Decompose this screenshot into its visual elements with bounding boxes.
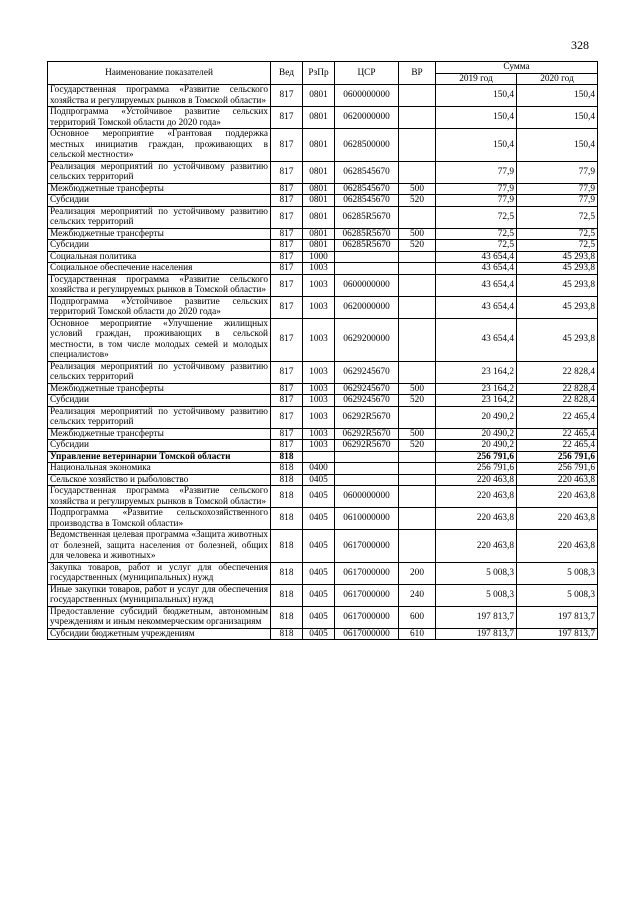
table-row — [48, 428, 598, 440]
table-row — [48, 129, 598, 162]
header-sum: Сумма — [436, 62, 598, 74]
cell-rzpr: 1003 — [303, 395, 335, 407]
table-row — [48, 195, 598, 207]
cell-y2020: 45 293,8 — [517, 251, 598, 263]
cell-ved: 817 — [271, 251, 303, 263]
table-row — [48, 508, 598, 530]
cell-y2020: 150,4 — [517, 107, 598, 129]
cell-vr — [399, 474, 436, 486]
cell-csr: 0617000000 — [335, 562, 399, 584]
cell-y2020: 72,5 — [517, 228, 598, 240]
table-row — [48, 251, 598, 263]
cell-name: Государственная программа «Развитие сельского хозяйства и регулируемых рынков в Томской области» — [48, 486, 271, 508]
cell-ved: 817 — [271, 206, 303, 228]
cell-ved: 818 — [271, 584, 303, 606]
cell-vr — [399, 274, 436, 296]
cell-vr — [399, 361, 436, 383]
cell-y2019: 43 654,4 — [436, 263, 517, 275]
cell-y2019: 5 008,3 — [436, 584, 517, 606]
cell-name: Национальная экономика — [48, 463, 271, 475]
page-number: 328 — [571, 38, 589, 52]
table-row — [48, 383, 598, 395]
cell-name: Социальное обеспечение населения — [48, 263, 271, 275]
cell-rzpr: 0405 — [303, 606, 335, 628]
cell-ved: 817 — [271, 361, 303, 383]
header-csr: ЦСР — [335, 62, 399, 85]
cell-y2020: 77,9 — [517, 161, 598, 183]
cell-rzpr: 1003 — [303, 263, 335, 275]
cell-name: Основное мероприятие «Грантовая поддержка местных инициатив граждан, проживающих в сельской местности» — [48, 129, 271, 162]
cell-vr: 520 — [399, 395, 436, 407]
cell-name: Реализация мероприятий по устойчивому развитию сельских территорий — [48, 206, 271, 228]
cell-csr: 0617000000 — [335, 628, 399, 640]
cell-y2019: 77,9 — [436, 183, 517, 195]
cell-csr — [335, 251, 399, 263]
cell-ved: 818 — [271, 628, 303, 640]
cell-y2020: 77,9 — [517, 183, 598, 195]
table-row — [48, 183, 598, 195]
cell-y2020: 45 293,8 — [517, 263, 598, 275]
cell-y2020: 220 463,8 — [517, 508, 598, 530]
cell-name: Закупка товаров, работ и услуг для обеспечения государственных (муниципальных) нужд — [48, 562, 271, 584]
cell-ved: 817 — [271, 296, 303, 318]
cell-y2020: 220 463,8 — [517, 530, 598, 563]
cell-ved: 817 — [271, 263, 303, 275]
cell-csr: 0629245670 — [335, 395, 399, 407]
cell-csr: 0628545670 — [335, 195, 399, 207]
cell-y2019: 150,4 — [436, 129, 517, 162]
cell-name: Основное мероприятие «Улучшение жилищных условий граждан, проживающих в сельской местности, в том числе молодых семей и молодых специалистов» — [48, 318, 271, 361]
table-row — [48, 206, 598, 228]
cell-csr: 0629200000 — [335, 318, 399, 361]
table-row — [48, 486, 598, 508]
cell-ved: 817 — [271, 183, 303, 195]
cell-y2020: 72,5 — [517, 240, 598, 252]
cell-name: Подпрограмма «Устойчивое развитие сельских территорий Томской области до 2020 года» — [48, 296, 271, 318]
cell-rzpr: 0801 — [303, 183, 335, 195]
cell-y2019: 220 463,8 — [436, 508, 517, 530]
cell-y2020: 22 828,4 — [517, 361, 598, 383]
cell-y2020: 150,4 — [517, 129, 598, 162]
cell-name: Субсидии — [48, 440, 271, 452]
table-row — [48, 463, 598, 475]
cell-ved: 817 — [271, 318, 303, 361]
cell-y2019: 220 463,8 — [436, 530, 517, 563]
cell-y2020: 22 465,4 — [517, 428, 598, 440]
cell-rzpr: 1003 — [303, 296, 335, 318]
cell-csr: 0620000000 — [335, 107, 399, 129]
header-2020: 2020 год — [517, 73, 598, 85]
cell-vr: 520 — [399, 195, 436, 207]
cell-vr — [399, 486, 436, 508]
cell-rzpr: 0405 — [303, 584, 335, 606]
cell-y2019: 220 463,8 — [436, 474, 517, 486]
cell-y2019: 220 463,8 — [436, 486, 517, 508]
table-row — [48, 530, 598, 563]
cell-y2019: 43 654,4 — [436, 274, 517, 296]
cell-csr: 0600000000 — [335, 274, 399, 296]
cell-csr: 0620000000 — [335, 296, 399, 318]
cell-ved: 818 — [271, 606, 303, 628]
header-vr: ВР — [399, 62, 436, 85]
table-row — [48, 628, 598, 640]
cell-y2020: 72,5 — [517, 206, 598, 228]
cell-ved: 817 — [271, 395, 303, 407]
cell-y2020: 220 463,8 — [517, 486, 598, 508]
cell-csr: 06292R5670 — [335, 440, 399, 452]
header-2019: 2019 год — [436, 73, 517, 85]
table-row — [48, 318, 598, 361]
cell-csr — [335, 463, 399, 475]
cell-y2019: 150,4 — [436, 85, 517, 107]
cell-y2020: 197 813,7 — [517, 606, 598, 628]
cell-ved: 817 — [271, 406, 303, 428]
cell-vr: 520 — [399, 240, 436, 252]
cell-csr: 0629245670 — [335, 383, 399, 395]
cell-vr — [399, 463, 436, 475]
cell-vr: 520 — [399, 440, 436, 452]
cell-vr: 500 — [399, 383, 436, 395]
table-row — [48, 584, 598, 606]
cell-vr: 500 — [399, 183, 436, 195]
cell-name: Реализация мероприятий по устойчивому развитию сельских территорий — [48, 161, 271, 183]
header-ved: Вед — [271, 62, 303, 85]
cell-vr — [399, 206, 436, 228]
cell-vr — [399, 318, 436, 361]
cell-y2020: 45 293,8 — [517, 274, 598, 296]
cell-csr: 0628500000 — [335, 129, 399, 162]
cell-name: Управление ветеринарии Томской области — [48, 451, 271, 463]
cell-y2019: 5 008,3 — [436, 562, 517, 584]
cell-rzpr: 0801 — [303, 85, 335, 107]
cell-ved: 817 — [271, 274, 303, 296]
cell-rzpr: 1003 — [303, 440, 335, 452]
cell-y2020: 256 791,6 — [517, 463, 598, 475]
cell-ved: 818 — [271, 530, 303, 563]
cell-csr: 0600000000 — [335, 486, 399, 508]
cell-name: Межбюджетные трансферты — [48, 228, 271, 240]
cell-y2020: 220 463,8 — [517, 474, 598, 486]
cell-y2019: 197 813,7 — [436, 606, 517, 628]
cell-rzpr: 0801 — [303, 206, 335, 228]
cell-y2019: 43 654,4 — [436, 296, 517, 318]
cell-name: Иные закупки товаров, работ и услуг для обеспечения государственных (муниципальных) нужд — [48, 584, 271, 606]
cell-ved: 818 — [271, 451, 303, 463]
cell-csr: 0629245670 — [335, 361, 399, 383]
cell-csr: 06285R5670 — [335, 228, 399, 240]
table-body — [48, 85, 598, 640]
cell-name: Субсидии — [48, 240, 271, 252]
cell-csr — [335, 474, 399, 486]
header-name: Наименование показателей — [48, 62, 271, 85]
cell-rzpr: 0405 — [303, 508, 335, 530]
cell-name: Межбюджетные трансферты — [48, 428, 271, 440]
cell-ved: 817 — [271, 428, 303, 440]
cell-y2019: 72,5 — [436, 206, 517, 228]
cell-name: Реализация мероприятий по устойчивому развитию сельских территорий — [48, 406, 271, 428]
cell-vr — [399, 530, 436, 563]
table-row — [48, 474, 598, 486]
table-row — [48, 606, 598, 628]
cell-rzpr: 0801 — [303, 129, 335, 162]
cell-y2020: 45 293,8 — [517, 296, 598, 318]
cell-vr — [399, 406, 436, 428]
cell-y2019: 23 164,2 — [436, 395, 517, 407]
cell-y2019: 197 813,7 — [436, 628, 517, 640]
cell-ved: 817 — [271, 383, 303, 395]
cell-ved: 817 — [271, 129, 303, 162]
cell-y2019: 72,5 — [436, 240, 517, 252]
table-row — [48, 406, 598, 428]
cell-name: Предоставление субсидий бюджетным, автономным учреждениям и иным некоммерческим организациям — [48, 606, 271, 628]
table-row — [48, 274, 598, 296]
cell-vr — [399, 508, 436, 530]
cell-y2019: 20 490,2 — [436, 428, 517, 440]
cell-ved: 817 — [271, 161, 303, 183]
cell-rzpr: 0405 — [303, 530, 335, 563]
table-row — [48, 451, 598, 463]
cell-name: Сельское хозяйство и рыболовство — [48, 474, 271, 486]
cell-vr: 600 — [399, 606, 436, 628]
budget-table — [47, 61, 598, 640]
cell-ved: 818 — [271, 474, 303, 486]
cell-vr — [399, 161, 436, 183]
cell-csr: 06292R5670 — [335, 406, 399, 428]
cell-name: Субсидии — [48, 395, 271, 407]
cell-name: Ведомственная целевая программа «Защита животных от болезней, защита населения от болезней, общих для человека и животных» — [48, 530, 271, 563]
cell-vr: 500 — [399, 228, 436, 240]
table-row — [48, 440, 598, 452]
cell-y2020: 197 813,7 — [517, 628, 598, 640]
cell-y2020: 45 293,8 — [517, 318, 598, 361]
cell-rzpr: 0405 — [303, 628, 335, 640]
cell-y2019: 43 654,4 — [436, 251, 517, 263]
cell-csr: 0610000000 — [335, 508, 399, 530]
cell-ved: 818 — [271, 463, 303, 475]
cell-y2019: 150,4 — [436, 107, 517, 129]
cell-ved: 818 — [271, 486, 303, 508]
cell-rzpr — [303, 451, 335, 463]
table-row — [48, 361, 598, 383]
cell-name: Межбюджетные трансферты — [48, 383, 271, 395]
cell-csr: 06292R5670 — [335, 428, 399, 440]
cell-rzpr: 1003 — [303, 274, 335, 296]
cell-name: Реализация мероприятий по устойчивому развитию сельских территорий — [48, 361, 271, 383]
cell-vr — [399, 251, 436, 263]
cell-csr: 0617000000 — [335, 584, 399, 606]
cell-rzpr: 0405 — [303, 562, 335, 584]
cell-vr — [399, 263, 436, 275]
cell-rzpr: 0801 — [303, 240, 335, 252]
cell-vr — [399, 129, 436, 162]
cell-ved: 817 — [271, 107, 303, 129]
cell-vr — [399, 107, 436, 129]
cell-y2020: 22 828,4 — [517, 383, 598, 395]
cell-name: Межбюджетные трансферты — [48, 183, 271, 195]
cell-vr — [399, 296, 436, 318]
cell-csr: 0600000000 — [335, 85, 399, 107]
cell-csr: 06285R5670 — [335, 240, 399, 252]
cell-ved: 818 — [271, 508, 303, 530]
cell-y2019: 72,5 — [436, 228, 517, 240]
cell-csr — [335, 451, 399, 463]
cell-y2019: 43 654,4 — [436, 318, 517, 361]
table-row — [48, 562, 598, 584]
cell-name: Подпрограмма «Развитие сельскохозяйственного производства в Томской области» — [48, 508, 271, 530]
cell-ved: 817 — [271, 440, 303, 452]
table-row — [48, 240, 598, 252]
cell-ved: 817 — [271, 85, 303, 107]
cell-name: Подпрограмма «Устойчивое развитие сельских территорий Томской области до 2020 года» — [48, 107, 271, 129]
table-header — [48, 62, 598, 85]
cell-rzpr: 1003 — [303, 318, 335, 361]
cell-ved: 817 — [271, 228, 303, 240]
cell-rzpr: 1000 — [303, 251, 335, 263]
cell-rzpr: 1003 — [303, 361, 335, 383]
table-row — [48, 228, 598, 240]
table-row — [48, 85, 598, 107]
cell-y2020: 256 791,6 — [517, 451, 598, 463]
cell-rzpr: 0801 — [303, 195, 335, 207]
table-row — [48, 263, 598, 275]
cell-y2020: 5 008,3 — [517, 584, 598, 606]
cell-rzpr: 1003 — [303, 406, 335, 428]
cell-csr — [335, 263, 399, 275]
cell-y2019: 77,9 — [436, 195, 517, 207]
cell-rzpr: 0400 — [303, 463, 335, 475]
cell-rzpr: 0405 — [303, 486, 335, 508]
cell-csr: 0617000000 — [335, 606, 399, 628]
cell-rzpr: 0801 — [303, 107, 335, 129]
cell-csr: 0628545670 — [335, 183, 399, 195]
cell-ved: 818 — [271, 562, 303, 584]
cell-ved: 817 — [271, 195, 303, 207]
cell-y2019: 23 164,2 — [436, 383, 517, 395]
cell-ved: 817 — [271, 240, 303, 252]
cell-name: Субсидии — [48, 195, 271, 207]
cell-rzpr: 1003 — [303, 428, 335, 440]
cell-y2020: 5 008,3 — [517, 562, 598, 584]
cell-vr — [399, 451, 436, 463]
cell-y2019: 256 791,6 — [436, 463, 517, 475]
cell-vr: 240 — [399, 584, 436, 606]
cell-y2019: 20 490,2 — [436, 440, 517, 452]
cell-rzpr: 0801 — [303, 161, 335, 183]
cell-name: Государственная программа «Развитие сельского хозяйства и регулируемых рынков в Томской области» — [48, 85, 271, 107]
table-row — [48, 395, 598, 407]
cell-name: Социальная политика — [48, 251, 271, 263]
cell-y2019: 77,9 — [436, 161, 517, 183]
cell-vr: 610 — [399, 628, 436, 640]
cell-rzpr: 0405 — [303, 474, 335, 486]
cell-vr: 200 — [399, 562, 436, 584]
cell-y2020: 22 828,4 — [517, 395, 598, 407]
cell-y2019: 256 791,6 — [436, 451, 517, 463]
cell-name: Субсидии бюджетным учреждениям — [48, 628, 271, 640]
table-row — [48, 161, 598, 183]
table-row — [48, 296, 598, 318]
cell-vr — [399, 85, 436, 107]
cell-y2020: 150,4 — [517, 85, 598, 107]
cell-csr: 0617000000 — [335, 530, 399, 563]
cell-y2019: 20 490,2 — [436, 406, 517, 428]
cell-y2019: 23 164,2 — [436, 361, 517, 383]
cell-csr: 06285R5670 — [335, 206, 399, 228]
cell-rzpr: 1003 — [303, 383, 335, 395]
cell-y2020: 77,9 — [517, 195, 598, 207]
cell-rzpr: 0801 — [303, 228, 335, 240]
cell-vr: 500 — [399, 428, 436, 440]
cell-y2020: 22 465,4 — [517, 406, 598, 428]
header-rzpr: РзПр — [303, 62, 335, 85]
cell-y2020: 22 465,4 — [517, 440, 598, 452]
cell-csr: 0628545670 — [335, 161, 399, 183]
cell-name: Государственная программа «Развитие сельского хозяйства и регулируемых рынков в Томской области» — [48, 274, 271, 296]
table-row — [48, 107, 598, 129]
